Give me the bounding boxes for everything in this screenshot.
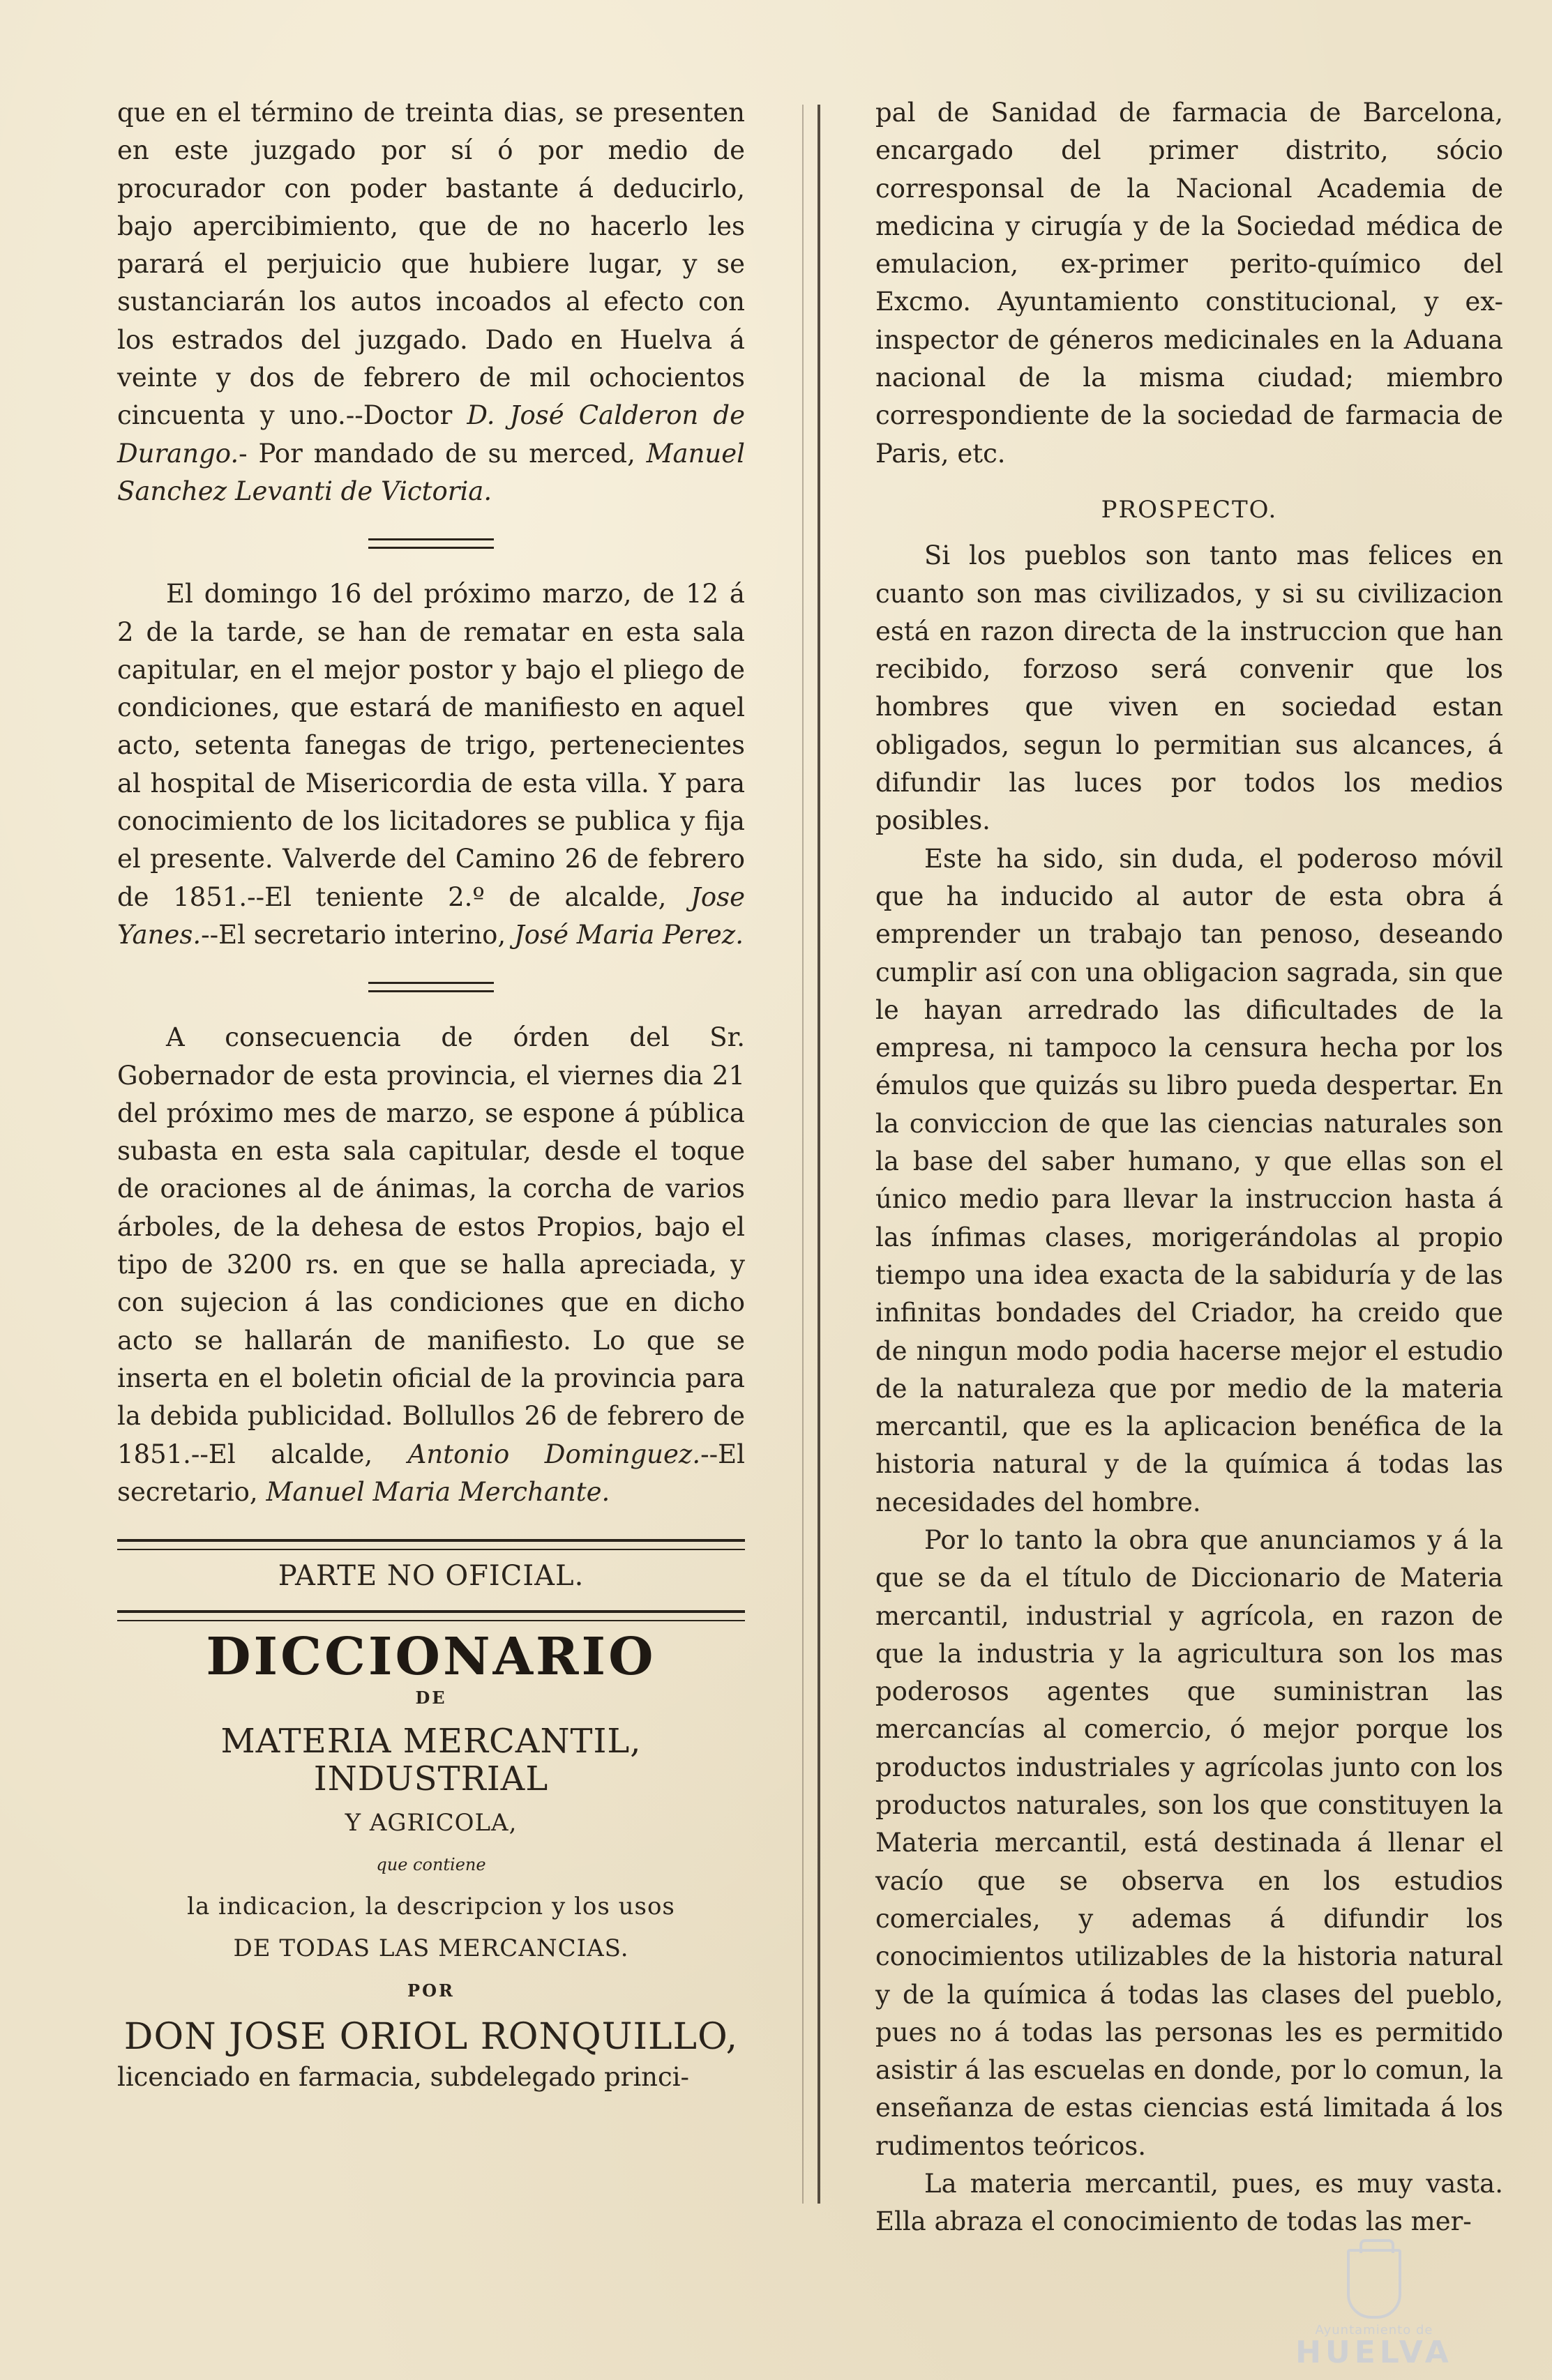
prospecto-paragraph-1: Si los pueblos son tanto mas felices en cuanto son mas civilizados, y si su civilizacion está en razon directa de la instruccion que han recibido, forzoso será convenir que los hombres que viven en sociedad estan obligados, segun lo permitian sus alcances, á difundir las luces por todos los medios posibles. (875, 540, 1503, 836)
notice-cork-mayor: Antonio Dominguez. (407, 1439, 701, 1469)
author-credentials: pal de Sanidad de farmacia de Barcelona, encargado del primer distrito, sócio corresponsal de la Nacional Academia de medicina y cirugía y de la Sociedad médica de emulacion, ex-primer perito-químico del Excmo. Ayuntamiento constitucional, y ex-inspector de géneros medicinales en la Aduana nacional de la misma ciudad; miembro correspondiente de la sociedad de farmacia de Paris, etc. (875, 98, 1503, 469)
prospecto-paragraph-2: Este ha sido, sin duda, el poderoso móvil que ha inducido al autor de esta obra á emprender un trabajo tan penoso, deseando cumplir así con una obligacion sagrada, sin que le hayan arredrado las dificultades de la empresa, ni tampoco la censura hecha por los émulos que quizás su libro pueda despertar. En la conviccion de que las ciencias naturales son la base del saber humano, y que ellas son el único medio para llevar la instruccion hasta á las ínfimas clases, morigerándolas al propio tiempo una idea exacta de la sabiduría y de las infinitas bondades del Criador, ha creido que de ningun modo podia hacerse mejor el estudio de la naturaleza que por medio de la materia mercantil, que es la aplicacion benéfica de la historia natural y de la química á todas las necesidades del hombre. (875, 843, 1503, 1517)
dictionary-contains: que contiene (376, 1854, 486, 1874)
dictionary-credentials-start: licenciado en farmacia, subdelegado princi- (117, 2062, 690, 2093)
notice-cork-secretary: Manuel Maria Merchante. (266, 1476, 610, 1507)
left-column (117, 94, 745, 2097)
notice-court-clerk: Manuel Sanchez Levanti de Victoria. (117, 438, 745, 506)
dictionary-indication: la indicacion, la descripcion y los usos (187, 1893, 675, 1921)
notice-cork-text (117, 1019, 745, 1511)
archive-watermark (1266, 2249, 1482, 2370)
prospecto-title: PROSPECTO. (1101, 495, 1278, 524)
dictionary-author: DON JOSE ORIOL RONQUILLO, (123, 2016, 739, 2059)
dictionary-de: DE (415, 1687, 447, 1708)
notice-cork-middle: --El secretario, (117, 1439, 746, 1507)
prospecto-paragraph-4: La materia mercantil, pues, es muy vasta. Ella abraza el conocimiento de todas las mer- (875, 2169, 1503, 2237)
separator-rule (368, 982, 494, 992)
notice-court-judge: D. José Calderon de Durango. (117, 400, 746, 469)
column-shadow-rule (802, 105, 804, 2204)
notice-wheat-auction (117, 575, 745, 954)
prospecto-paragraph-3: Por lo tanto la obra que anunciamos y á la que se da el título de Diccionario de Materia mercantil, industrial y agrícola, en razon de que la industria y la agricultura son los mas poderosos agentes que suministran las mercancías al comercio, ó mejor porque los productos industriales y agrícolas junto con los productos naturales, son los que constituyen la Materia mercantil, está destinada á llenar el vacío que se observa en los estudios comerciales, y ademas á difundir los conocimientos utilizables de la historia natural y de la química á todas las clases del pueblo, pues no á todas las personas les es permitido asistir á las escuelas en donde, por lo comun, la enseñanza de estas ciencias está limitada á los rudimentos teóricos. (875, 1524, 1503, 2161)
notice-wheat-body: El domingo 16 del próximo marzo, de 12 á 2 de la tarde, se han de rematar en esta sala capitular, en el mejor postor y bajo el pliego de condiciones, que estará de manifiesto en aquel acto, setenta fanegas de trigo, pertenecientes al hospital de Misericordia de esta villa. Y para conocimiento de los licitadores se publica y fija el presente. Valverde del Camino 26 de febrero de 1851.--El teniente 2.º de alcalde, (117, 579, 745, 912)
dictionary-title: DICCIONARIO (206, 1627, 656, 1688)
notice-court-middle: - Por mandado de su merced, (239, 438, 635, 469)
notice-cork-body: A consecuencia de órden del Sr. Gobernador de esta provincia, el viernes dia 21 del próximo mes de marzo, se espone á pública subasta en esta sala capitular, desde el toque de oraciones al de ánimas, la corcha de varios árboles, de la dehesa de estos Propios, bajo el tipo de 3200 rs. en que se halla apreciada, y con sujecion á las condiciones que en dicho acto se hallarán de manifiesto. Lo que se inserta en el boletin oficial de la provincia para la debida publicidad. Bollullos 26 de febrero de 1851.--El alcalde, (117, 1022, 745, 1469)
notice-wheat-secretary: José Maria Perez. (513, 919, 744, 950)
separator-rule (368, 538, 494, 549)
notice-wheat-text (117, 575, 745, 954)
watermark-line-2: HUELVA (1295, 2335, 1453, 2370)
dictionary-advert (117, 1627, 745, 2096)
notice-wheat-official: Jose Yanes. (117, 881, 745, 950)
notice-court-body: que en el término de treinta dias, se presenten en este juzgado por sí ó por medio de procurador con poder bastante á deducirlo, bajo apercibimiento, que de no hacerlo les parará el perjuicio que hubiere lugar, y se sustanciarán los autos incoados al efecto con los estrados del juzgado. Dado en Huelva á veinte y dos de febrero de mil ochocientos cincuenta y uno.--Doctor (117, 98, 745, 431)
dictionary-subject: MATERIA MERCANTIL, INDUSTRIAL (220, 1721, 642, 1799)
dictionary-by: POR (407, 1980, 455, 2001)
section-rule-bottom (117, 1610, 745, 1621)
dictionary-goods: DE TODAS LAS MERCANCIAS. (233, 1934, 629, 1963)
section-title: PARTE NO OFICIAL. (278, 1560, 585, 1593)
notice-cork-auction (117, 1019, 745, 1511)
column-divider (818, 105, 820, 2204)
dictionary-subject-2: Y AGRICOLA, (345, 1808, 518, 1837)
notice-court-text (117, 94, 745, 510)
watermark-line-1: Ayuntamiento de (1315, 2323, 1433, 2337)
right-column (875, 94, 1503, 2241)
notice-court-summons (117, 94, 745, 510)
crest-icon (1347, 2249, 1401, 2319)
section-rule-top (117, 1539, 745, 1550)
notice-wheat-middle: --El secretario interino, (201, 919, 506, 950)
